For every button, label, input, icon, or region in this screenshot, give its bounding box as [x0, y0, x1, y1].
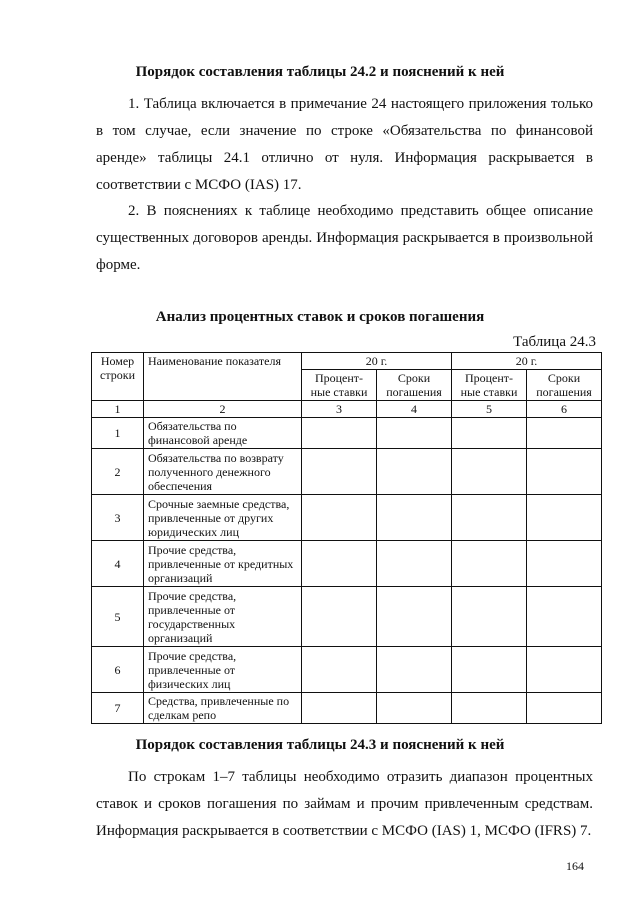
- paragraph-2: 2. В пояснениях к таблице необходимо представить общее описание существенных договоров аренды. Информация раскрывается в произвольной форме.: [96, 203, 593, 273]
- row-name: Прочие средства, привлеченные от кредитных организаций: [144, 541, 302, 587]
- header-row-number: Номер строки: [92, 353, 144, 401]
- table-row: [92, 449, 602, 495]
- data-cell: [302, 647, 377, 693]
- data-cell: [527, 418, 602, 449]
- data-cell: [377, 495, 452, 541]
- data-cell: [527, 541, 602, 587]
- row-number: 1: [92, 418, 144, 449]
- data-cell: [377, 541, 452, 587]
- table-row: [92, 693, 602, 724]
- row-name: Прочие средства, привлеченные от государственных организаций: [144, 587, 302, 647]
- row-number: 6: [92, 647, 144, 693]
- row-number: 2: [92, 449, 144, 495]
- row-number: 3: [92, 495, 144, 541]
- page-number: 164: [566, 859, 584, 873]
- col-index: 3: [302, 401, 377, 418]
- table-title: Анализ процентных ставок и сроков погашения: [155, 309, 485, 325]
- col-index: 5: [452, 401, 527, 418]
- data-cell: [452, 541, 527, 587]
- paragraph-3: По строкам 1–7 таблицы необходимо отразить диапазон процентных ставок и сроков погашения по займам и прочим привлеченным средствам. Информация раскрывается в соответствии с МСФО (IAS) 1, МСФО (IFRS) 7.: [96, 769, 593, 839]
- row-name: Средства, привлеченные по сделкам репо: [144, 693, 302, 724]
- col-index: 1: [92, 401, 144, 418]
- col-index: 2: [144, 401, 302, 418]
- interest-rates-table: [91, 352, 602, 724]
- header-rates-1: Процент-ные ставки: [302, 370, 377, 401]
- data-cell: [527, 495, 602, 541]
- row-number: 4: [92, 541, 144, 587]
- row-name: Срочные заемные средства, привлеченные от других юридических лиц: [144, 495, 302, 541]
- row-name: Прочие средства, привлеченные от физических лиц: [144, 647, 302, 693]
- data-cell: [452, 587, 527, 647]
- data-cell: [377, 449, 452, 495]
- data-cell: [302, 587, 377, 647]
- data-cell: [302, 418, 377, 449]
- data-cell: [527, 693, 602, 724]
- data-cell: [527, 449, 602, 495]
- data-cell: [527, 587, 602, 647]
- row-name: Обязательства по финансовой аренде: [144, 418, 302, 449]
- header-terms-2: Сроки погашения: [527, 370, 602, 401]
- header-indicator: Наименование показателя: [144, 353, 302, 401]
- row-name: Обязательства по возврату полученного денежного обеспечения: [144, 449, 302, 495]
- data-cell: [302, 449, 377, 495]
- data-cell: [377, 693, 452, 724]
- table-row: [92, 418, 602, 449]
- data-cell: [377, 418, 452, 449]
- table-row: [92, 587, 602, 647]
- table-number: Таблица 24.3: [513, 334, 596, 350]
- header-rates-2: Процент-ные ставки: [452, 370, 527, 401]
- col-index: 6: [527, 401, 602, 418]
- row-number: 5: [92, 587, 144, 647]
- table-row: [92, 647, 602, 693]
- table-row: [92, 541, 602, 587]
- data-cell: [452, 449, 527, 495]
- section-heading-24-3: Порядок составления таблицы 24.3 и пояснений к ней: [135, 737, 505, 753]
- header-terms-1: Сроки погашения: [377, 370, 452, 401]
- paragraph-1: 1. Таблица включается в примечание 24 настоящего приложения только в том случае, если значение по строке «Обязательства по финансовой аренде» таблицы 24.1 отлично от нуля. Информация раскрывается в соответствии с МСФО (IAS) 17.: [96, 96, 593, 193]
- data-cell: [527, 647, 602, 693]
- col-index: 4: [377, 401, 452, 418]
- data-cell: [452, 418, 527, 449]
- data-cell: [452, 647, 527, 693]
- data-cell: [302, 693, 377, 724]
- header-year-1: 20 г.: [302, 353, 452, 370]
- header-year-2: 20 г.: [452, 353, 602, 370]
- data-cell: [302, 495, 377, 541]
- data-cell: [302, 541, 377, 587]
- column-index-row: [92, 401, 602, 418]
- data-cell: [452, 693, 527, 724]
- data-cell: [377, 587, 452, 647]
- section-heading-24-2: Порядок составления таблицы 24.2 и пояснений к ней: [135, 64, 505, 80]
- data-cell: [377, 647, 452, 693]
- row-number: 7: [92, 693, 144, 724]
- data-cell: [452, 495, 527, 541]
- table-row: [92, 495, 602, 541]
- header-row-years: [92, 353, 602, 370]
